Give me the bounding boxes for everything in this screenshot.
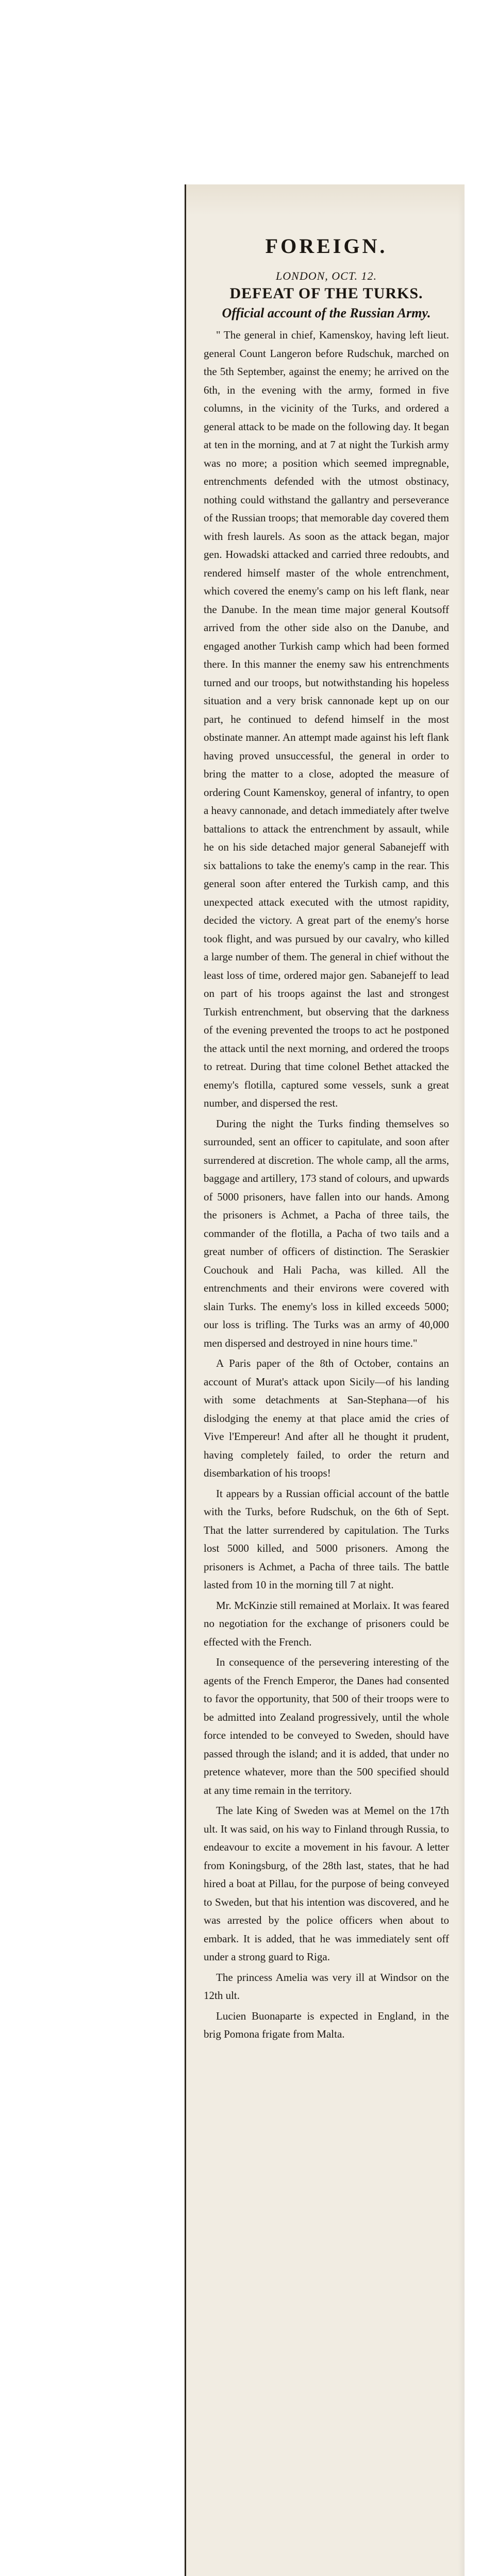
article-paragraph: It appears by a Russian official account of the battle with the Turks, before Rudschuk, on the 6th of Sept. That the latter surrendered by capitulation. The Turks lost 5000 killed, and 5000 prisoners. Among the prisoners is Achmet, a Pacha of three tails. The battle lasted from 10 in the morning till 7 at night. bbox=[204, 1487, 449, 1591]
article-paragraph: The late King of Sweden was at Memel on the 17th ult. It was said, on his way to Finland through Russia, to endeavour to excite a movement in his favour. A letter from Koningsburg, of the 28th last, states, that he had hired a boat at Pillau, for the purpose of being conveyed to Sweden, but that his intention was discovered, and he was arrested by the police officers when about to embark. It is added, that he was immediately sent off under a strong guard to Riga. bbox=[204, 1804, 449, 1963]
article-paragraph: In consequence of the persevering interesting of the agents of the French Emperor, the Danes had consented to favor the opportunity, that 500 of their troops were to be admitted into Zealand progressively, until the whole force intended to be conveyed to Sweden, should have passed through the island; and it is added, that under no pretence whatever, more than the 500 specified should at any time remain in the territory. bbox=[204, 1656, 449, 1797]
article-paragraph: The princess Amelia was very ill at Windsor on the 12th ult. bbox=[204, 1971, 449, 2002]
article bbox=[204, 234, 449, 2044]
article-paragraph: During the night the Turks finding themselves so surrounded, sent an officer to capitulate, and soon after surrendered at discretion. The whole camp, all the arms, baggage and artillery, 173 stand of colours, and upwards of 5000 prisoners, have fallen into our hands. Among the prisoners is Achmet, a Pacha of three tails, the commander of the flotilla, a Pacha of two tails and a great number of officers of distinction. The Seraskier Couchouk and Hali Pacha, was killed. All the entrenchments and their environs were covered with slain Turks. The enemy's loss in killed exceeds 5000; our loss is trifling. The Turks was an army of 40,000 men dispersed and destroyed in nine hours time." bbox=[204, 1117, 449, 1349]
article-paragraph: Mr. McKinzie still remained at Morlaix. It was feared no negotiation for the exchange of prisoners could be effected with the French. bbox=[204, 1599, 449, 1648]
subheadline: Official account of the Russian Army. bbox=[222, 306, 431, 320]
dateline: LONDON, OCT. 12. bbox=[276, 269, 377, 282]
article-paragraph: A Paris paper of the 8th of October, contains an account of Murat's attack upon Sicily—of his landing with some detachments at San-Stephana—of his dislodging the enemy at that place amid the cries of Vive l'Empereur! And after all he thought it prudent, having completely failed, to order the return and disembarkation of his troops! bbox=[204, 1357, 449, 1479]
headline: DEFEAT OF THE TURKS. bbox=[229, 285, 423, 302]
section-heading: FOREIGN. bbox=[265, 234, 388, 258]
article-paragraph: Lucien Buonaparte is expected in England, in the brig Pomona frigate from Malta. bbox=[204, 2009, 449, 2040]
article-paragraph: " The general in chief, Kamenskoy, having left lieut. general Count Langeron before Rudschuk, marched on the 5th September, against the enemy; he arrived on the 6th, in the evening with the army, formed in five columns, in the vicinity of the Turks, and ordered a general attack to be made on the following day. It began at ten in the morning, and at 7 at night the Turkish army was no more; a position which seemed impregnable, entrenchments defended with the utmost obstinacy, nothing could withstand the gallantry and perseverance of the Russian troops; that memorable day covered them with fresh laurels. As soon as the attack began, major gen. Howadski attacked and carried three redoubts, and rendered himself master of the whole entrenchment, which covered the enemy's camp on his left flank, near the Danube. In the mean time major general Koutsoff arrived from the other side also on the Danube, and engaged another Turkish camp which had been formed there. In this manner the enemy saw his entrenchments turned and our troops, but notwithstanding his hopeless situation and a very brisk cannonade kept up on our part, he continued to defend himself in the most obstinate manner. An attempt made against his left flank having proved unsuccessful, the general in order to bring the matter to a close, adopted the measure of ordering Count Kamenskoy, general of infantry, to open a heavy cannonade, and detach immediately after twelve battalions to attack the entrenchment by assault, while he on his side detached major general Sabanejeff with six battalions to take the enemy's camp in the rear. This general soon after entered the Turkish camp, and this unexpected attack executed with the utmost rapidity, decided the victory. A great part of the enemy's horse took flight, and was pursued by our cavalry, who killed a large number of them. The general in chief without the least loss of time, ordered major gen. Sabanejeff to lead on part of his troops against the last and strongest Turkish entrenchment, but observing that the darkness of the evening prevented the troops to act he postponed the attack until the next morning, and ordered the troops to retreat. During that time colonel Bethet attacked the enemy's flotilla, captured some vessels, sunk a great number, and dispersed the rest. bbox=[204, 329, 449, 1109]
newspaper-clipping bbox=[185, 184, 465, 2576]
